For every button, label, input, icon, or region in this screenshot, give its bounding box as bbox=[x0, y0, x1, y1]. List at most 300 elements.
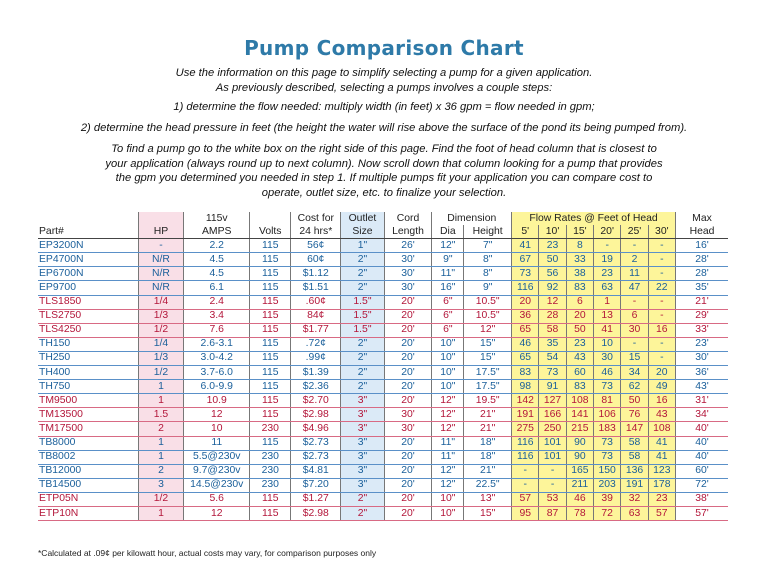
cell-flow: 127 bbox=[539, 394, 566, 408]
cell-flow: 67 bbox=[512, 253, 539, 267]
cell-dia: 9" bbox=[432, 253, 464, 267]
table-row bbox=[38, 295, 728, 309]
cell-volts: 115 bbox=[250, 309, 291, 323]
cell-hp: 2 bbox=[138, 422, 184, 436]
cell-flow: 123 bbox=[648, 464, 675, 478]
cell-max-head: 43' bbox=[676, 380, 729, 394]
header-dimension: Dimension bbox=[432, 212, 512, 225]
cell-flow: 78 bbox=[566, 506, 593, 520]
cell-flow: - bbox=[621, 337, 648, 351]
cell-cost: $2.98 bbox=[291, 408, 341, 422]
cell-flow: 275 bbox=[512, 422, 539, 436]
cell-dia: 10" bbox=[432, 380, 464, 394]
cell-max-head: 36' bbox=[676, 366, 729, 380]
cell-cord: 20' bbox=[384, 450, 432, 464]
cell-cost: $2.98 bbox=[291, 506, 341, 520]
cell-flow: 58 bbox=[539, 323, 566, 337]
table-row bbox=[38, 478, 728, 492]
cell-volts: 115 bbox=[250, 253, 291, 267]
table-row bbox=[38, 267, 728, 281]
cell-amps: 2.6-3.1 bbox=[184, 337, 250, 351]
cell-cord: 20' bbox=[384, 394, 432, 408]
cell-max-head: 40' bbox=[676, 450, 729, 464]
cell-dia: 10" bbox=[432, 351, 464, 365]
cell-flow: 23 bbox=[566, 337, 593, 351]
cell-cost: $1.27 bbox=[291, 492, 341, 506]
cell-flow: 101 bbox=[539, 436, 566, 450]
table-row bbox=[38, 464, 728, 478]
cell-flow: 41 bbox=[648, 436, 675, 450]
cell-hp: 1/4 bbox=[138, 295, 184, 309]
cell-dia: 12" bbox=[432, 422, 464, 436]
cell-flow: 211 bbox=[566, 478, 593, 492]
cell-flow: 32 bbox=[621, 492, 648, 506]
cell-dia: 10" bbox=[432, 366, 464, 380]
cell-amps: 2.2 bbox=[184, 239, 250, 253]
header-outlet-top: Outlet bbox=[341, 212, 384, 225]
cell-flow: 11 bbox=[621, 267, 648, 281]
cell-hp: 1/2 bbox=[138, 492, 184, 506]
cell-cost: 60¢ bbox=[291, 253, 341, 267]
cell-hp: 1 bbox=[138, 506, 184, 520]
cell-flow: 41 bbox=[594, 323, 621, 337]
cell-cord: 20' bbox=[384, 464, 432, 478]
cell-dia: 12" bbox=[432, 394, 464, 408]
cell-volts: 115 bbox=[250, 380, 291, 394]
cell-flow: 53 bbox=[539, 492, 566, 506]
header-outlet: Size bbox=[341, 225, 384, 239]
cell-volts: 115 bbox=[250, 267, 291, 281]
cell-part: TLS2750 bbox=[38, 309, 138, 323]
cell-hp: 1.5 bbox=[138, 408, 184, 422]
cell-flow: 76 bbox=[621, 408, 648, 422]
cell-cost: 56¢ bbox=[291, 239, 341, 253]
cell-hp: 1 bbox=[138, 450, 184, 464]
cell-amps: 6.1 bbox=[184, 281, 250, 295]
header-cost-top: Cost for bbox=[291, 212, 341, 225]
header-flow-10: 10' bbox=[539, 225, 566, 239]
cell-flow: 20 bbox=[512, 295, 539, 309]
table-row bbox=[38, 450, 728, 464]
table-row bbox=[38, 366, 728, 380]
table-row bbox=[38, 506, 728, 520]
cell-flow: 178 bbox=[648, 478, 675, 492]
cell-flow: 116 bbox=[512, 450, 539, 464]
cell-flow: 65 bbox=[512, 323, 539, 337]
header-cost: 24 hrs* bbox=[291, 225, 341, 239]
cell-flow: 2 bbox=[621, 253, 648, 267]
cell-max-head: 40' bbox=[676, 436, 729, 450]
cell-flow: 165 bbox=[566, 464, 593, 478]
instruction-line: the gpm you determined you needed in step 1. If multiple pumps fit your application you can compare cost to bbox=[115, 172, 653, 185]
cell-flow: 142 bbox=[512, 394, 539, 408]
cell-max-head: 72' bbox=[676, 478, 729, 492]
cell-cord: 26' bbox=[384, 239, 432, 253]
cell-flow: 46 bbox=[594, 366, 621, 380]
cell-outlet: 3" bbox=[341, 436, 384, 450]
cell-outlet: 3" bbox=[341, 422, 384, 436]
cell-height: 8" bbox=[464, 267, 512, 281]
cell-outlet: 2" bbox=[341, 337, 384, 351]
cell-outlet: 3" bbox=[341, 408, 384, 422]
table-body bbox=[38, 239, 728, 521]
cell-flow: 72 bbox=[594, 506, 621, 520]
cell-flow: 65 bbox=[512, 351, 539, 365]
header-height: Height bbox=[464, 225, 512, 239]
cell-flow: 43 bbox=[648, 408, 675, 422]
cell-flow: 141 bbox=[566, 408, 593, 422]
cell-flow: 23 bbox=[594, 267, 621, 281]
cell-cord: 30' bbox=[384, 408, 432, 422]
cell-flow: 81 bbox=[594, 394, 621, 408]
cell-hp: 1/3 bbox=[138, 309, 184, 323]
cell-flow: 50 bbox=[566, 323, 593, 337]
cell-cord: 30' bbox=[384, 281, 432, 295]
cell-flow: 147 bbox=[621, 422, 648, 436]
cell-cord: 20' bbox=[384, 351, 432, 365]
cell-outlet: 2" bbox=[341, 267, 384, 281]
header-blank bbox=[250, 212, 291, 225]
cell-flow: 90 bbox=[566, 450, 593, 464]
cell-flow: 108 bbox=[648, 422, 675, 436]
cell-hp: - bbox=[138, 239, 184, 253]
cell-height: 8" bbox=[464, 253, 512, 267]
cell-hp: 1/2 bbox=[138, 323, 184, 337]
cell-outlet: 1.5" bbox=[341, 309, 384, 323]
cell-flow: 95 bbox=[512, 506, 539, 520]
cell-height: 21" bbox=[464, 422, 512, 436]
header-row-top bbox=[38, 212, 728, 225]
cell-part: TLS4250 bbox=[38, 323, 138, 337]
cell-flow: - bbox=[648, 351, 675, 365]
cell-hp: N/R bbox=[138, 281, 184, 295]
cell-outlet: 1" bbox=[341, 239, 384, 253]
header-part: Part# bbox=[38, 225, 138, 239]
cell-flow: 250 bbox=[539, 422, 566, 436]
cell-flow: 191 bbox=[621, 478, 648, 492]
cell-outlet: 2" bbox=[341, 253, 384, 267]
cell-height: 10.5" bbox=[464, 309, 512, 323]
cell-flow: 57 bbox=[512, 492, 539, 506]
cell-part: TLS1850 bbox=[38, 295, 138, 309]
cell-flow: 73 bbox=[539, 366, 566, 380]
cell-amps: 14.5@230v bbox=[184, 478, 250, 492]
cell-max-head: 60' bbox=[676, 464, 729, 478]
cell-cost: $2.73 bbox=[291, 450, 341, 464]
cell-flow: 6 bbox=[566, 295, 593, 309]
cell-dia: 12" bbox=[432, 464, 464, 478]
cell-cord: 20' bbox=[384, 436, 432, 450]
cell-amps: 12 bbox=[184, 506, 250, 520]
header-amps: AMPS bbox=[184, 225, 250, 239]
instruction-line: operate, outlet size, etc. to finalize your selection. bbox=[261, 186, 507, 199]
header-flow-title: Flow Rates @ Feet of Head bbox=[512, 212, 676, 225]
header-cord: Length bbox=[384, 225, 432, 239]
cell-flow: 191 bbox=[512, 408, 539, 422]
cell-volts: 230 bbox=[250, 422, 291, 436]
cell-cost: $1.39 bbox=[291, 366, 341, 380]
cell-flow: 46 bbox=[566, 492, 593, 506]
cell-hp: N/R bbox=[138, 267, 184, 281]
cell-outlet: 2" bbox=[341, 351, 384, 365]
cell-amps: 3.4 bbox=[184, 309, 250, 323]
cell-flow: - bbox=[539, 478, 566, 492]
table-row bbox=[38, 309, 728, 323]
cell-dia: 11" bbox=[432, 436, 464, 450]
cell-height: 13" bbox=[464, 492, 512, 506]
cell-part: EP9700 bbox=[38, 281, 138, 295]
cell-part: EP4700N bbox=[38, 253, 138, 267]
table-row bbox=[38, 337, 728, 351]
cell-part: TM17500 bbox=[38, 422, 138, 436]
cell-height: 18" bbox=[464, 450, 512, 464]
cell-flow: 183 bbox=[594, 422, 621, 436]
cell-flow: 1 bbox=[594, 295, 621, 309]
cell-max-head: 23' bbox=[676, 337, 729, 351]
cell-dia: 12" bbox=[432, 478, 464, 492]
cell-max-head: 30' bbox=[676, 351, 729, 365]
cell-flow: 92 bbox=[539, 281, 566, 295]
cell-volts: 115 bbox=[250, 492, 291, 506]
cell-flow: 33 bbox=[566, 253, 593, 267]
cell-outlet: 3" bbox=[341, 450, 384, 464]
cell-flow: 91 bbox=[539, 380, 566, 394]
cell-flow: - bbox=[621, 295, 648, 309]
cell-flow: 73 bbox=[594, 450, 621, 464]
cell-max-head: 16' bbox=[676, 239, 729, 253]
header-volts: Volts bbox=[250, 225, 291, 239]
cell-flow: 150 bbox=[594, 464, 621, 478]
cell-cord: 20' bbox=[384, 506, 432, 520]
table-row bbox=[38, 281, 728, 295]
cell-outlet: 2" bbox=[341, 492, 384, 506]
cell-flow: 46 bbox=[512, 337, 539, 351]
instruction-step-1: 1) determine the flow needed: multiply width (in feet) x 36 gpm = flow needed in gpm; bbox=[173, 101, 595, 113]
cell-flow: 63 bbox=[594, 281, 621, 295]
cell-volts: 115 bbox=[250, 506, 291, 520]
cell-flow: 73 bbox=[512, 267, 539, 281]
cell-max-head: 57' bbox=[676, 506, 729, 520]
cell-amps: 2.4 bbox=[184, 295, 250, 309]
cell-part: TH250 bbox=[38, 351, 138, 365]
cell-flow: 20 bbox=[648, 366, 675, 380]
cell-flow: 16 bbox=[648, 394, 675, 408]
cell-flow: - bbox=[648, 309, 675, 323]
header-flow-30: 30' bbox=[648, 225, 675, 239]
cell-part: EP3200N bbox=[38, 239, 138, 253]
pump-comparison-table bbox=[38, 212, 728, 521]
cell-flow: 41 bbox=[648, 450, 675, 464]
cell-height: 15" bbox=[464, 351, 512, 365]
cell-flow: 35 bbox=[539, 337, 566, 351]
header-flow-15: 15' bbox=[566, 225, 593, 239]
cell-cord: 20' bbox=[384, 478, 432, 492]
cell-max-head: 35' bbox=[676, 281, 729, 295]
cell-outlet: 2" bbox=[341, 506, 384, 520]
header-blank bbox=[138, 212, 184, 225]
cell-outlet: 1.5" bbox=[341, 295, 384, 309]
cell-flow: 6 bbox=[621, 309, 648, 323]
cell-cord: 30' bbox=[384, 267, 432, 281]
cell-flow: 116 bbox=[512, 436, 539, 450]
cell-flow: 215 bbox=[566, 422, 593, 436]
cell-flow: 15 bbox=[621, 351, 648, 365]
cell-amps: 9.7@230v bbox=[184, 464, 250, 478]
cell-height: 12" bbox=[464, 323, 512, 337]
cell-flow: 10 bbox=[594, 337, 621, 351]
instruction-step-2: 2) determine the head pressure in feet (the height the water will rise above the surface of the pond its being pumped from). bbox=[80, 122, 688, 134]
cell-height: 17.5" bbox=[464, 380, 512, 394]
cell-flow: - bbox=[594, 239, 621, 253]
cell-height: 7" bbox=[464, 239, 512, 253]
cell-part: TB14500 bbox=[38, 478, 138, 492]
cell-volts: 115 bbox=[250, 436, 291, 450]
header-max-top: Max bbox=[676, 212, 729, 225]
cell-amps: 3.7-6.0 bbox=[184, 366, 250, 380]
cell-cost: $1.12 bbox=[291, 267, 341, 281]
cell-max-head: 28' bbox=[676, 253, 729, 267]
cell-hp: 1 bbox=[138, 380, 184, 394]
table-row bbox=[38, 422, 728, 436]
cell-amps: 3.0-4.2 bbox=[184, 351, 250, 365]
cell-flow: 83 bbox=[512, 366, 539, 380]
cell-cost: .72¢ bbox=[291, 337, 341, 351]
cell-amps: 12 bbox=[184, 408, 250, 422]
cell-flow: 39 bbox=[594, 492, 621, 506]
header-max: Head bbox=[676, 225, 729, 239]
cell-dia: 12" bbox=[432, 239, 464, 253]
cell-max-head: 38' bbox=[676, 492, 729, 506]
cell-part: TM13500 bbox=[38, 408, 138, 422]
cell-amps: 10 bbox=[184, 422, 250, 436]
cell-hp: 3 bbox=[138, 478, 184, 492]
table-row bbox=[38, 253, 728, 267]
cell-flow: 83 bbox=[566, 281, 593, 295]
instruction-line: your application (always round up to next column). Now scroll down that column looking for a pump that provides bbox=[105, 157, 663, 170]
cell-outlet: 2" bbox=[341, 380, 384, 394]
cell-cost: .99¢ bbox=[291, 351, 341, 365]
cell-flow: 73 bbox=[594, 380, 621, 394]
cell-volts: 115 bbox=[250, 281, 291, 295]
cell-cost: $2.70 bbox=[291, 394, 341, 408]
cell-cost: $1.77 bbox=[291, 323, 341, 337]
cell-hp: N/R bbox=[138, 253, 184, 267]
cell-cord: 20' bbox=[384, 309, 432, 323]
cell-height: 15" bbox=[464, 337, 512, 351]
cell-cost: $4.81 bbox=[291, 464, 341, 478]
table-row bbox=[38, 408, 728, 422]
header-cord-top: Cord bbox=[384, 212, 432, 225]
cell-height: 10.5" bbox=[464, 295, 512, 309]
cell-flow: 34 bbox=[621, 366, 648, 380]
instruction-intro bbox=[0, 66, 768, 95]
cell-hp: 1/3 bbox=[138, 351, 184, 365]
table-row bbox=[38, 323, 728, 337]
cell-dia: 10" bbox=[432, 492, 464, 506]
cell-cost: .60¢ bbox=[291, 295, 341, 309]
cell-max-head: 31' bbox=[676, 394, 729, 408]
instruction-line: As previously described, selecting a pumps involves a couple steps: bbox=[215, 81, 553, 94]
instruction-line: To find a pump go to the white box on the right side of this page. Find the foot of head column that is closest to bbox=[111, 143, 657, 155]
cell-flow: 23 bbox=[648, 492, 675, 506]
cell-volts: 230 bbox=[250, 464, 291, 478]
header-flow-5: 5' bbox=[512, 225, 539, 239]
cell-flow: - bbox=[648, 337, 675, 351]
cell-flow: 87 bbox=[539, 506, 566, 520]
cell-outlet: 3" bbox=[341, 478, 384, 492]
page-title: Pump Comparison Chart bbox=[244, 36, 524, 60]
cell-dia: 11" bbox=[432, 450, 464, 464]
cell-cord: 20' bbox=[384, 295, 432, 309]
cell-flow: 13 bbox=[594, 309, 621, 323]
cell-dia: 11" bbox=[432, 267, 464, 281]
cell-cord: 20' bbox=[384, 492, 432, 506]
cell-dia: 12" bbox=[432, 408, 464, 422]
cell-flow: - bbox=[621, 239, 648, 253]
cell-flow: 83 bbox=[566, 380, 593, 394]
cell-flow: - bbox=[648, 295, 675, 309]
cell-flow: 108 bbox=[566, 394, 593, 408]
cell-flow: 58 bbox=[621, 436, 648, 450]
cell-height: 21" bbox=[464, 408, 512, 422]
cell-volts: 230 bbox=[250, 450, 291, 464]
cell-flow: - bbox=[648, 267, 675, 281]
header-hp: HP bbox=[138, 225, 184, 239]
cell-amps: 7.6 bbox=[184, 323, 250, 337]
table-row bbox=[38, 394, 728, 408]
cell-flow: 203 bbox=[594, 478, 621, 492]
cell-part: TH400 bbox=[38, 366, 138, 380]
cell-flow: 47 bbox=[621, 281, 648, 295]
cell-max-head: 34' bbox=[676, 408, 729, 422]
cell-flow: 73 bbox=[594, 436, 621, 450]
cell-flow: 58 bbox=[621, 450, 648, 464]
cell-outlet: 1.5" bbox=[341, 323, 384, 337]
cell-flow: 22 bbox=[648, 281, 675, 295]
cell-max-head: 21' bbox=[676, 295, 729, 309]
cell-cost: 84¢ bbox=[291, 309, 341, 323]
footnote: *Calculated at .09¢ per kilowatt hour, actual costs may vary, for comparison purposes only bbox=[38, 548, 377, 558]
cell-hp: 1/2 bbox=[138, 366, 184, 380]
cell-flow: 116 bbox=[512, 281, 539, 295]
cell-max-head: 33' bbox=[676, 323, 729, 337]
table-row bbox=[38, 239, 728, 253]
header-row-bottom bbox=[38, 225, 728, 239]
cell-flow: 49 bbox=[648, 380, 675, 394]
cell-flow: 30 bbox=[621, 323, 648, 337]
table-row bbox=[38, 492, 728, 506]
cell-flow: 56 bbox=[539, 267, 566, 281]
cell-flow: 43 bbox=[566, 351, 593, 365]
cell-hp: 1 bbox=[138, 394, 184, 408]
cell-part: TB12000 bbox=[38, 464, 138, 478]
cell-flow: 41 bbox=[512, 239, 539, 253]
cell-flow: 50 bbox=[539, 253, 566, 267]
cell-amps: 5.6 bbox=[184, 492, 250, 506]
cell-part: TM9500 bbox=[38, 394, 138, 408]
cell-flow: 38 bbox=[566, 267, 593, 281]
cell-height: 15" bbox=[464, 506, 512, 520]
cell-outlet: 3" bbox=[341, 464, 384, 478]
header-dia: Dia bbox=[432, 225, 464, 239]
cell-dia: 6" bbox=[432, 323, 464, 337]
table-row bbox=[38, 351, 728, 365]
cell-volts: 115 bbox=[250, 239, 291, 253]
cell-hp: 2 bbox=[138, 464, 184, 478]
cell-flow: 20 bbox=[566, 309, 593, 323]
cell-volts: 115 bbox=[250, 295, 291, 309]
cell-volts: 115 bbox=[250, 351, 291, 365]
